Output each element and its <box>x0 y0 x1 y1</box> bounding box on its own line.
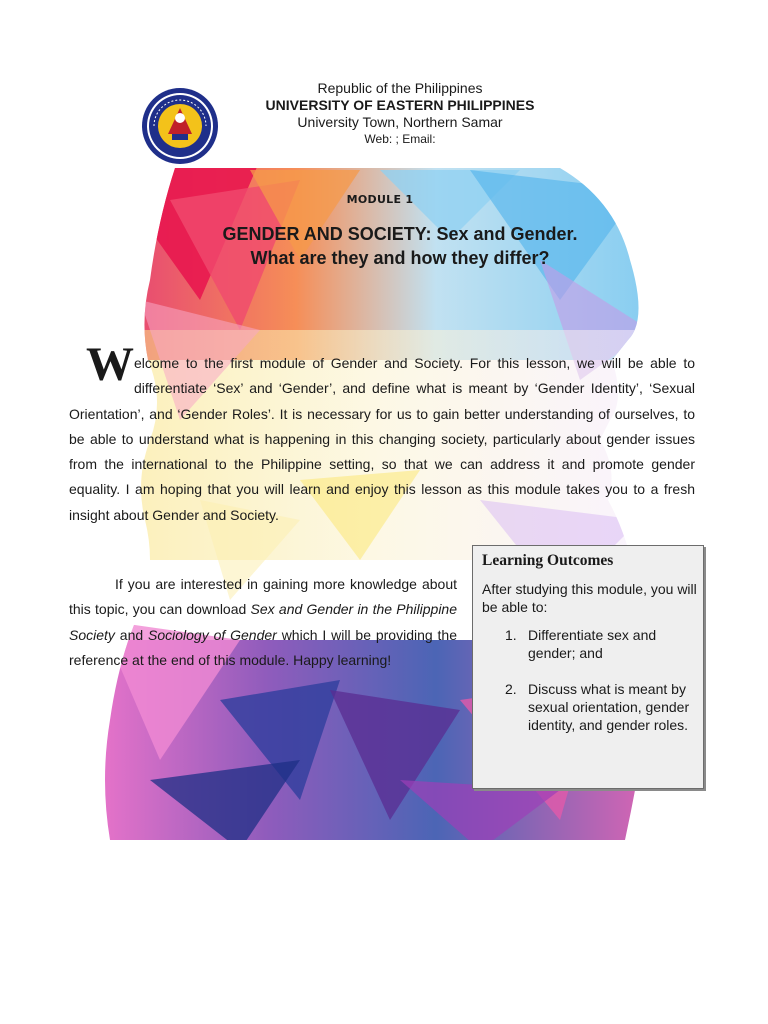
title-line2: What are they and how they differ? <box>250 248 550 268</box>
para2-part3: which I will be providing the reference at the end of this module. Happy learning! <box>69 626 457 668</box>
web-email-line: Web: ; Email: <box>364 132 436 146</box>
university-name: UNIVERSITY OF EASTERN PHILIPPINES <box>265 97 535 113</box>
intro-paragraph <box>69 338 695 528</box>
title-bold-part: GENDER AND SOCIETY: <box>222 224 432 244</box>
reference-title-1: Sex and Gender in the Philippine Society <box>69 601 457 643</box>
learning-outcomes-list <box>473 626 703 752</box>
university-address: University Town, Northern Samar <box>297 114 503 130</box>
outcome-item <box>473 626 693 662</box>
outcome-item <box>473 680 693 734</box>
para2-part1: If you are interested in gaining more knowledge about this topic, you can download <box>69 576 457 618</box>
module-label: MODULE 1 <box>346 193 414 206</box>
republic-line: Republic of the Philippines <box>317 80 483 96</box>
module-title <box>150 222 650 270</box>
download-paragraph <box>69 572 457 673</box>
outcome-text: Discuss what is meant by sexual orientation, gender identity, and gender roles. <box>528 681 690 733</box>
learning-outcomes-lead: After studying this module, you will be able to: <box>482 581 697 615</box>
outcome-text: Differentiate sex and gender; and <box>528 627 657 661</box>
document-header <box>230 80 570 147</box>
university-seal-logo <box>134 86 226 166</box>
learning-outcomes-heading: Learning Outcomes <box>482 552 614 569</box>
learning-outcomes-box <box>472 545 704 789</box>
para2-part2: and <box>114 626 149 643</box>
reference-title-2: Sociology of Gender <box>148 626 277 643</box>
title-rest: Sex and Gender. <box>431 224 578 244</box>
outcome-number: 2. <box>505 681 517 697</box>
intro-text: elcome to the first module of Gender and Society. For this lesson, we will be able to differentiate ‘Sex’ and ‘Gender’, and define what is meant by ‘Gender Identity’, ‘Sexual Orientation’, and ‘Gender Roles’. It is necessary for us to gain better understanding of ourselves, to be able to understand what is happening in this changing society, particularly about gender issues from the international to the Philippine setting, so that we can address it and promote gender equality. I am hoping that you will learn and enjoy this lesson as this module takes you to a fresh insight about Gender and Society. <box>69 355 695 523</box>
outcome-number: 1. <box>505 627 517 643</box>
drop-cap: W <box>86 338 134 391</box>
